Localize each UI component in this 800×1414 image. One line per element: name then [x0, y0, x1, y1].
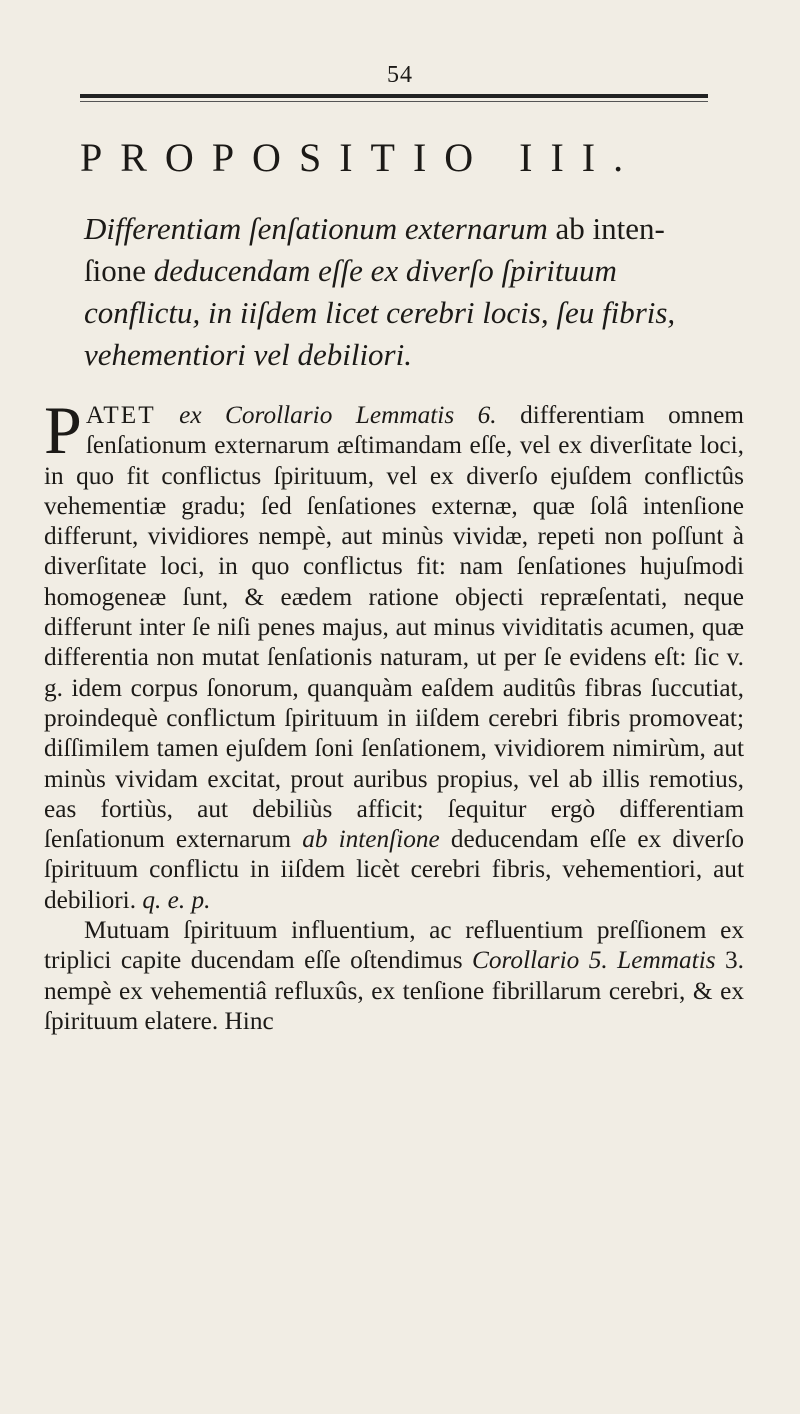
- header-rule-thin: [80, 101, 708, 102]
- header-rule: [80, 94, 708, 98]
- paragraph-1-text: differentiam omnem ſenſationum externarum æſtimandam eſſe, vel ex diverſitate loci, in quo fit conflictus ſpirituum, vel ex diverſo ejuſdem conflictûs vehementiæ gradu; ſed ſenſationes externæ, quæ ſolâ intenſione differunt, vividiores nempè, aut minùs vividæ, repeti non poſſunt à diverſitate loci, in quo conflictus fit: nam ſenſationes hujuſmodi homogeneæ ſunt, & eædem ratione objecti repræſentati, neque differunt inter ſe niſi penes majus, aut minus vividitatis acumen, quæ differentia non mutat ſenſationis naturam, ut per ſe evidens eſt: ſic v. g. idem corpus ſonorum, quanquàm eaſdem auditûs fibras ſuccutiat, proindequè conflictum ſpirituum in iiſdem cerebri fibris promoveat; diſſimilem tamen ejuſdem ſoni ſenſationem, vividiorem nimirùm, aut minùs vividam excitat, prout auribus propius, vel ab illis remotius, eas fortiùs, aut debiliùs afficit; ſequitur ergò differentiam ſenſationum externarum: [44, 401, 744, 854]
- paragraph-2: [44, 915, 744, 1036]
- statement-part-2: ab inten-ſione: [84, 211, 665, 288]
- statement-part-1: Differentiam ſenſationum externarum: [84, 211, 556, 246]
- reference-corollary: ex Corollario Lemmatis 6.: [155, 401, 497, 429]
- proposition-heading: PROPOSITIO III.: [80, 135, 642, 180]
- lead-word: ATET: [85, 401, 156, 429]
- paragraph-1-end: deducendam eſſe ex diverſo ſpirituum conflictu in iiſdem licèt cerebri fibris, vehementiori, aut debiliori.: [44, 825, 744, 914]
- reference-corollary-5: Corollario 5. Lemmatis: [472, 946, 716, 975]
- paragraph-1: [44, 392, 744, 915]
- body-text: [44, 392, 745, 1036]
- drop-cap: P: [44, 392, 82, 468]
- statement-part-3: deducendam eſſe ex diverſo ſpirituum conflictu, in iiſdem licet cerebri locis, ſeu fibris, vehementiori vel debiliori.: [84, 253, 676, 372]
- reference-intensione: ab intenſione: [302, 825, 440, 854]
- paragraph-2-end: 3. nempè ex vehementiâ refluxûs, ex tenſione fibrillarum cerebri, & ex ſpirituum elatere. Hinc: [44, 946, 745, 1035]
- proposition-statement: [84, 208, 724, 376]
- qep-mark: q. e. p.: [142, 885, 211, 914]
- page-number: 54: [387, 62, 413, 88]
- paragraph-2-start: Mutuam ſpirituum influentium, ac refluentium preſſionem ex triplici capite ducendam eſſe oſtendimus: [44, 916, 744, 975]
